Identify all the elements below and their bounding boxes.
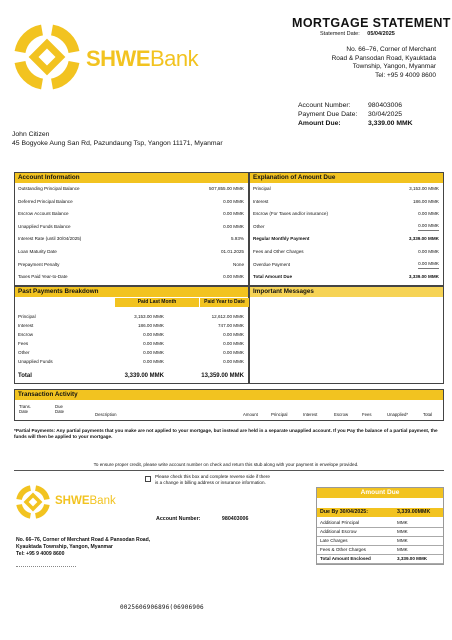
col-total: Total: [423, 412, 433, 417]
brand-name-bold: SHWE: [86, 46, 150, 71]
stub-amount-due-title: Amount Due: [317, 488, 443, 498]
account-info-row-label: Escrow Account Balance: [18, 211, 69, 217]
past-payment-label: Other: [18, 350, 30, 355]
past-payment-ytd: 0.00 MMK: [223, 359, 244, 364]
shwebank-logo-icon: [15, 484, 51, 520]
account-info-row-value: 0.00 MMK: [223, 198, 244, 204]
explanation-row-value: 3,339.00 MMK: [408, 236, 439, 242]
explanation-row-value: 0.00 MMK: [418, 222, 439, 231]
account-information-panel: [14, 172, 249, 286]
stub-due-by-row: Due By 30/04/2025: 3,339.00MMK: [317, 508, 443, 517]
account-info-row: [15, 247, 248, 257]
explanation-row: [250, 272, 443, 282]
account-information-title: Account Information: [15, 173, 248, 183]
account-info-row-value: 0.00 MMK: [223, 274, 244, 280]
important-messages-title: Important Messages: [250, 287, 443, 297]
explanation-title: Explanation of Amount Due: [250, 173, 443, 183]
past-payment-last: 0.00 MMK: [143, 341, 164, 346]
past-payment-label: Fees: [18, 341, 29, 346]
amount-due-explanation-panel: [249, 172, 444, 286]
stub-amount-line-value: MMK: [397, 538, 408, 543]
credit-instruction: To ensure proper credit, please write account number on check and return this stub along with your payment in envelope provided.: [93, 462, 359, 467]
customer-block: [12, 130, 223, 148]
past-payment-label: Interest: [18, 323, 34, 328]
account-info-row: [15, 234, 248, 244]
col-principal: Principal: [271, 412, 288, 417]
account-info-row-value: 0.00 MMK: [223, 211, 244, 217]
past-payment-last: 3,153.00 MMK: [134, 314, 164, 319]
bank-address: No. 66–76, Corner of Merchant Road & Pansodan Road, Kyauktada Township, Yangon, Myanmar Tel: +95 9 4009 8600: [331, 46, 436, 79]
explanation-row-label: Overdue Payment: [253, 261, 291, 267]
past-payments-total: Total 3,339.00 MMK 13,359.00 MMK: [18, 373, 244, 379]
past-payment-ytd: 12,612.00 MMK: [211, 314, 244, 319]
past-payment-label: Principal: [18, 314, 36, 319]
stub-amount-line-label: Late Charges: [320, 538, 348, 543]
account-info-row-label: Prepayment Penalty: [18, 261, 60, 267]
account-info-row-value: 507,855.00 MMK: [209, 186, 244, 191]
account-info-row-value: 01.01.2025: [221, 249, 244, 254]
stub-logo: [15, 484, 51, 520]
col-escrow: Escrow: [334, 412, 349, 417]
past-payment-last: 0.00 MMK: [143, 332, 164, 337]
past-payment-label: Escrow: [18, 332, 34, 337]
stub-brand-name: SHWEBank: [55, 495, 116, 507]
account-info-row-label: Taxes Paid Year-to-Date: [18, 274, 68, 280]
past-payment-last: 0.00 MMK: [143, 359, 164, 364]
account-info-row-value: None: [233, 261, 244, 267]
past-payments-panel: [14, 286, 249, 384]
stub-amount-line: [317, 554, 443, 564]
account-info-row-value: 0.00 MMK: [223, 223, 244, 229]
transaction-activity-panel: [14, 389, 444, 421]
account-info-row-value: 5.93%: [230, 236, 244, 242]
explanation-row: [250, 222, 443, 232]
important-messages-panel: [249, 286, 444, 384]
explanation-row-label: Escrow (For Taxes and/or insurance): [253, 211, 328, 217]
account-info-row-label: Unapplied Funds Balance: [18, 223, 71, 229]
explanation-row: [250, 260, 443, 270]
explanation-row-value: 3,339.00 MMK: [408, 274, 439, 280]
explanation-row: [250, 184, 443, 194]
account-info-row-label: Deferred Principal Balance: [18, 198, 73, 204]
tear-line: [14, 470, 444, 471]
explanation-row: [250, 247, 443, 257]
explanation-row-value: 0.00 MMK: [418, 249, 439, 254]
account-info-row: [15, 209, 248, 219]
explanation-row-label: Fees and Other Charges: [253, 249, 304, 254]
brand-logo: [12, 22, 82, 92]
stub-amount-line-label: Additional Escrow: [320, 529, 357, 534]
account-info-row: [15, 184, 248, 194]
explanation-row-value: 3,153.00 MMK: [409, 186, 439, 191]
micr-line: 0025606906896(06906906: [120, 604, 204, 611]
col-unapplied: Unapplied*: [387, 412, 409, 417]
document-title: MORTGAGE STATEMENT: [292, 16, 451, 30]
statement-date: Statement Date: 05/04/2025: [320, 31, 395, 37]
col-paid-ytd: Paid Year to Date: [200, 298, 249, 307]
stub-amount-due-panel: [316, 487, 444, 565]
address-change-note: Please check this box and complete reverse side if there is a change in billing address or insurance information.: [155, 474, 270, 485]
customer-name: John Citizen: [12, 131, 50, 138]
past-payment-label: Unapplied Funds: [18, 359, 53, 364]
stub-amount-line-label: Fees & Other Charges: [320, 547, 366, 552]
past-payment-ytd: 0.00 MMK: [223, 332, 244, 337]
customer-address: 45 Bogyoke Aung San Rd, Pazundaung Tsp, Yangon 11171, Myanmar: [12, 140, 223, 147]
account-info-row-label: Interest Rate (until 30/04/2025): [18, 236, 82, 242]
transaction-activity-title: Transaction Activity: [15, 390, 443, 400]
col-trans-date: Trans. Date: [19, 404, 32, 414]
account-info-row: [15, 272, 248, 282]
partial-payment-footnote: *Partial Payments: Any partial payments that you make are not applied to your mortgage, but instead are held in a separate unapplied account. If you Pay the balance of a partial payment, the funds will then be applied to your mortgage.: [14, 428, 438, 439]
past-payment-row: [15, 348, 248, 357]
explanation-row-value: 0.00 MMK: [418, 211, 439, 217]
explanation-row-label: Principal: [253, 186, 271, 191]
col-paid-last-month: Paid Last Month: [115, 298, 199, 307]
stub-amount-line-value: MMK: [397, 547, 408, 552]
account-info-row: [15, 222, 248, 232]
stub-bank-address: No. 66–76, Corner of Merchant Road & Pansodan Road, Kyauktada Township, Yangon, Myanmar Tel: +95 9 4009 8600: [16, 537, 151, 557]
brand-name: [86, 46, 198, 72]
stub-amount-line-value: 3,339.00 MMK: [397, 556, 428, 561]
explanation-row-value: 186.00 MMK: [412, 198, 439, 204]
stub-amount-line-value: MMK: [397, 520, 408, 525]
account-info-row: [15, 197, 248, 207]
address-change-checkbox[interactable]: [145, 476, 151, 482]
account-info-row-label: Outstanding Principal Balance: [18, 186, 80, 191]
past-payment-ytd: 747.00 MMK: [217, 323, 244, 328]
past-payment-row: [15, 357, 248, 366]
past-payment-last: 186.00 MMK: [137, 323, 164, 328]
past-payment-row: [15, 330, 248, 339]
account-info-row: [15, 260, 248, 270]
explanation-row-label: Other: [253, 223, 265, 229]
shwebank-logo-icon: [12, 22, 82, 92]
explanation-row: [250, 209, 443, 219]
past-payment-ytd: 0.00 MMK: [223, 350, 244, 355]
explanation-row-label: Regular Monthly Payment: [253, 236, 310, 242]
stub-amount-line-value: MMK: [397, 529, 408, 534]
col-interest: Interest: [303, 412, 318, 417]
past-payment-row: [15, 312, 248, 321]
stub-account-number: Account Number: 980403006: [156, 516, 249, 522]
col-amount: Amount: [243, 412, 258, 417]
past-payments-title: Past Payments Breakdown: [15, 287, 248, 297]
brand-name-rest: Bank: [150, 46, 199, 71]
stub-squiggle-line: [16, 562, 76, 567]
explanation-row: [250, 234, 443, 244]
past-payment-row: [15, 321, 248, 330]
past-payment-ytd: 0.00 MMK: [223, 341, 244, 346]
stub-amount-line-label: Total Amount Enclosed: [320, 556, 371, 561]
account-info-row-label: Loan Maturity Date: [18, 249, 57, 254]
explanation-row-value: 0.00 MMK: [418, 260, 439, 269]
explanation-row: [250, 197, 443, 207]
past-payment-last: 0.00 MMK: [143, 350, 164, 355]
account-summary: Account Number: 980403006 Payment Due Date: 30/04/2025 Amount Due: 3,339.00 MMK: [298, 102, 413, 127]
col-due-date: Due Date: [55, 404, 65, 414]
stub-amount-line-label: Additional Principal: [320, 520, 360, 525]
col-description: Description: [95, 412, 117, 417]
explanation-row-label: Total Amount Due: [253, 274, 293, 280]
col-fees: Fees: [362, 412, 372, 417]
explanation-row-label: Interest: [253, 198, 269, 204]
past-payment-row: [15, 339, 248, 348]
